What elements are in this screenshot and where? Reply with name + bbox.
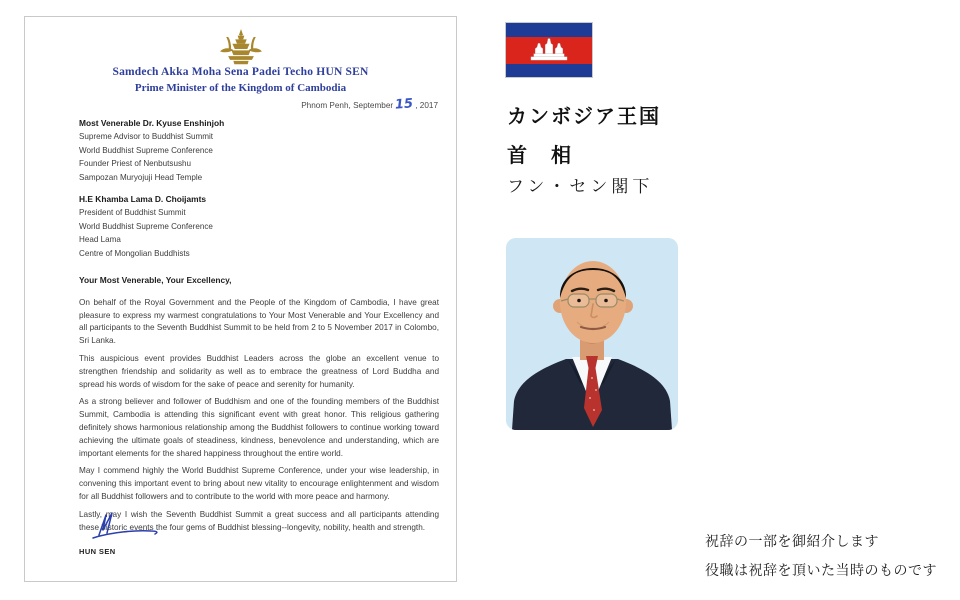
letter-paragraph-5: Lastly, may I wish the Seventh Buddhist Summit a great success and all participants attending these historic events the four gems of Buddhist blessing--longevity, nobility, health and strength.	[79, 509, 439, 532]
recipient-title: President of Buddhist Summit	[79, 208, 186, 218]
letter-paragraph-4: May I commend highly the World Buddhist Supreme Conference, under your wise leadership, in convening this important event to bring about new vitality to encourage enlightenment and wisdom for all Buddhist followers and to contribute to the world with more peace and harmony.	[79, 466, 439, 502]
letter-paragraph-3: As a strong believer and follower of Buddhism and one of the founding members of the Buddhist Summit, Cambodia is attending this significant event with great honor. This religious gathering definitely shows harmonious relationship among the Buddhist followers to continue working toward achieving the ultimate goals of steadiness, kindness, benevolence and understanding, which are important elements for the shared happiness throughout the entire world.	[79, 397, 439, 458]
recipient-title: Centre of Mongolian Buddhists	[79, 248, 190, 258]
recipient-block-1	[79, 117, 439, 184]
recipient-title: World Buddhist Supreme Conference	[79, 145, 213, 155]
country-heading: カンボジア王国	[507, 106, 661, 128]
portrait-illustration	[506, 238, 678, 430]
footer-note-line1: 祝辞の一部を御紹介します	[705, 533, 879, 549]
recipient-block-2	[79, 193, 439, 260]
letter-page	[24, 16, 457, 582]
date-prefix: Phnom Penh, September	[301, 101, 394, 110]
title-heading: 首 相	[507, 145, 573, 167]
angkor-wat-icon	[530, 38, 568, 63]
handwritten-day: 15	[394, 96, 414, 113]
recipient-name: Most Venerable Dr. Kyuse Enshinjoh	[79, 118, 225, 128]
salutation: Your Most Venerable, Your Excellency,	[79, 275, 232, 286]
date-line	[301, 97, 438, 112]
recipient-title: Founder Priest of Nenbutsushu	[79, 159, 192, 169]
flag-stripe-bottom	[506, 64, 592, 78]
cambodia-flag-icon	[505, 22, 593, 78]
letterhead-title-line2: Prime Minister of the Kingdom of Cambodia	[134, 82, 347, 94]
letter-body	[79, 117, 439, 539]
royal-arms-icon	[218, 28, 264, 68]
hun-sen-portrait	[506, 238, 678, 430]
letter-paragraph-1: On behalf of the Royal Government and the People of the Kingdom of Cambodia, I have great pleasure to express my warmest congratulations to Your Most Venerable and Your Excellency and all participants to the Seventh Buddhist Summit to be held from 2 to 5 November 2017 in Colombo, Sri Lanka.	[79, 297, 439, 346]
recipient-title: Head Lama	[79, 235, 121, 245]
flag-stripe-top	[506, 23, 592, 37]
date-suffix: , 2017	[415, 101, 438, 110]
recipient-title: Supreme Advisor to Buddhist Summit	[79, 132, 214, 142]
recipient-title: World Buddhist Supreme Conference	[79, 221, 213, 231]
name-heading: フン・セン閣下	[507, 177, 654, 196]
signature-name: HUN SEN	[79, 547, 116, 556]
flag-stripe-middle	[506, 37, 592, 64]
recipient-name: H.E Khamba Lama D. Choijamts	[79, 194, 207, 205]
letterhead-title-line1: Samdech Akka Moha Sena Padei Techo HUN SEN	[112, 66, 369, 78]
letter-paragraph-2: This auspicious event provides Buddhist Leaders across the globe an excellent venue to strengthen friendship and solidarity as well as to embrace the greatness of Lord Buddha and spread his words of wisdom for the sake of peace and serenity for humanity.	[79, 354, 439, 389]
recipient-title: Sampozan Muryojuji Head Temple	[79, 172, 203, 182]
signature-icon	[89, 509, 165, 543]
footer-note-line2: 役職は祝辞を頂いた当時のものです	[705, 562, 937, 578]
